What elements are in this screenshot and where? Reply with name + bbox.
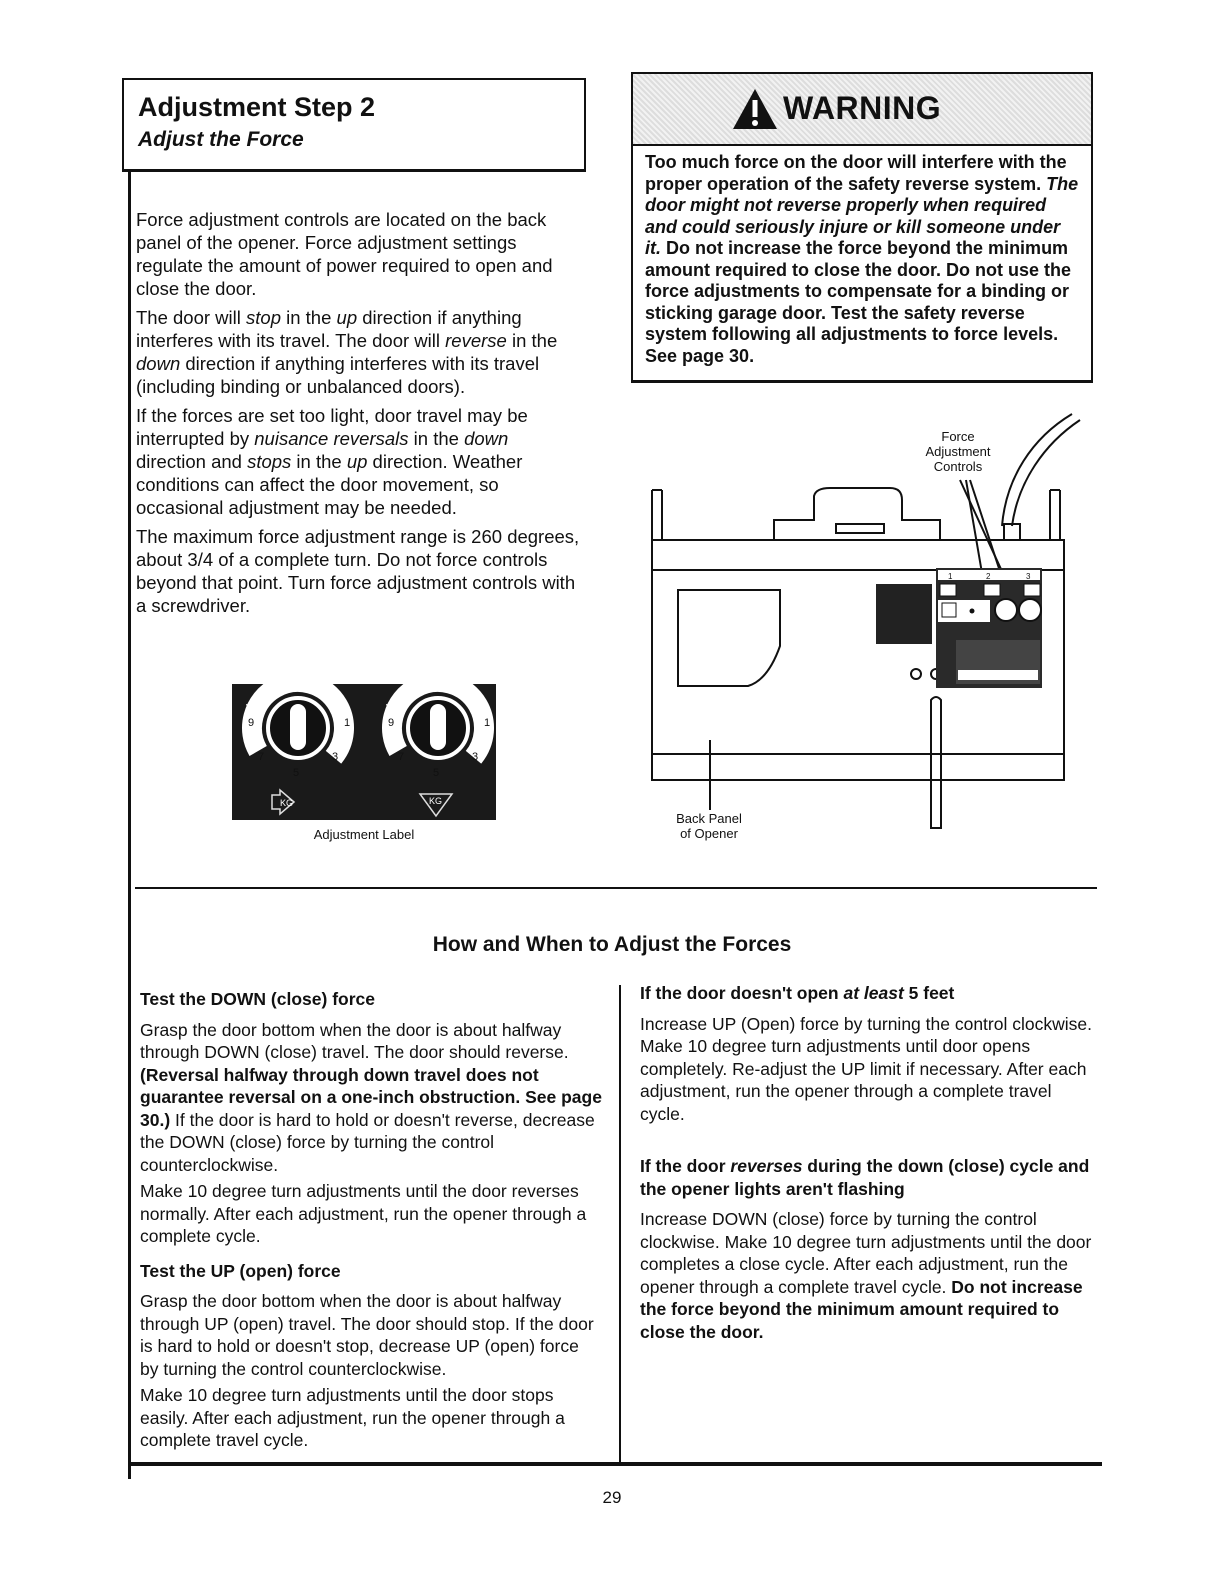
section-divider bbox=[135, 887, 1097, 889]
dial-left-5: 5 bbox=[293, 767, 300, 779]
adjustment-label-figure bbox=[232, 684, 496, 820]
kg-down-label: KG bbox=[429, 796, 443, 806]
right-column bbox=[640, 982, 1098, 1347]
intro-paragraph-1: Force adjustment controls are located on the back panel of the opener. Force adjustment settings regulate the amount of power required to open and close the door. bbox=[136, 209, 553, 299]
intro-paragraph-4: The maximum force adjustment range is 260 degrees, about 3/4 of a complete turn. Do not force controls beyond that point. Turn force adjustment controls with a screwdriver. bbox=[136, 526, 580, 616]
warning-word: WARNING bbox=[783, 90, 942, 126]
intro-text bbox=[136, 208, 581, 623]
door-reverses-heading: If the door reverses during the down (close) cycle and the opener lights aren't flashing bbox=[640, 1156, 1090, 1199]
kg-up-label: KG bbox=[280, 798, 294, 808]
opener-back-panel-diagram bbox=[640, 408, 1090, 848]
dial-right-9: 9 bbox=[388, 717, 395, 729]
column-divider bbox=[619, 985, 621, 1465]
down-force-paragraph-2: Make 10 degree turn adjustments until the door reverses normally. After each adjustment, run the opener through a complete cycle. bbox=[140, 1181, 587, 1246]
panel-num-2: 2 bbox=[986, 572, 991, 581]
force-controls-label: Force Adjustment Controls bbox=[925, 429, 991, 474]
force-control-left[interactable] bbox=[995, 599, 1017, 621]
intro-paragraph-3: If the forces are set too light, door travel may be interrupted by nuisance reversals in the down direction and stops in the up direction. Weather conditions can affect the door movement, so occasional adjustment may be needed. bbox=[136, 405, 528, 518]
down-force-heading: Test the DOWN (close) force bbox=[140, 989, 375, 1009]
header-rule bbox=[122, 169, 586, 172]
back-panel-label: Back Panel of Opener bbox=[676, 811, 742, 841]
up-force-paragraph-1: Grasp the door bottom when the door is about halfway through UP (open) travel. The door should stop. If the door is hard to hold or doesn't stop, decrease UP (open) force by turning the control counterclockwise. bbox=[140, 1291, 594, 1379]
dial-right-5: 5 bbox=[433, 767, 440, 779]
down-force-paragraph-1: Grasp the door bottom when the door is about halfway through DOWN (close) travel. The door should reverse. (Reversal halfway through down travel does not guarantee reversal on a one-inch obstruction. See page 30.) If the door is hard to hold or doesn't reverse, decrease the DOWN (close) force by turning the control counterclockwise. bbox=[140, 1019, 602, 1175]
warning-triangle-icon bbox=[732, 87, 778, 131]
up-force-paragraph-2: Make 10 degree turn adjustments until the door stops easily. After each adjustment, run the opener through a complete travel cycle. bbox=[140, 1385, 565, 1450]
dial-left-3: 3 bbox=[332, 751, 339, 763]
dial-right-7: 7 bbox=[398, 751, 405, 763]
intro-paragraph-2: The door will stop in the up direction if anything interferes with its travel. The door will reverse in the down direction if anything interferes with its travel (including binding or unbalanced doors). bbox=[136, 307, 558, 397]
up-force-heading: Test the UP (open) force bbox=[140, 1260, 341, 1281]
door-not-open-paragraph: Increase UP (Open) force by turning the control clockwise. Make 10 degree turn adjustments until door opens completely. Re-adjust the UP limit if necessary. After each adjustment, run the opener through a complete travel cycle. bbox=[640, 1013, 1092, 1124]
dial-left-1: 1 bbox=[344, 717, 351, 729]
adjustment-label-caption: Adjustment Label bbox=[313, 827, 415, 842]
door-reverses-paragraph: Increase DOWN (close) force by turning the control clockwise. Make 10 degree turn adjustments until the door completes a close cycle. After each adjustment, run the opener through a complete travel cycle. Do not increase the force beyond the minimum amount required to close the door. bbox=[640, 1209, 1092, 1342]
warning-header bbox=[633, 74, 1091, 146]
door-not-open-heading: If the door doesn't open at least 5 feet bbox=[640, 983, 955, 1003]
warning-box bbox=[631, 72, 1093, 383]
section-title: How and When to Adjust the Forces bbox=[432, 933, 792, 956]
dial-left-7: 7 bbox=[258, 751, 265, 763]
step-header-box bbox=[122, 78, 586, 172]
warning-text: Too much force on the door will interfere with the proper operation of the safety reverse system. The door might not reverse properly when required and could seriously injure or kill someone under it. Do not increase the force beyond the minimum amount required to close the door. Do not use the force adjustments to compensate for a binding or sticking garage door. Test the safety reverse system following all adjustments to force levels. See page 30. bbox=[645, 152, 1079, 366]
dial-right-3: 3 bbox=[472, 751, 479, 763]
force-dials-graphic bbox=[232, 684, 496, 820]
page-number: 29 bbox=[602, 1488, 622, 1507]
step-subtitle: Adjust the Force bbox=[138, 128, 304, 151]
left-margin-rule bbox=[128, 169, 131, 1479]
dial-right-1: 1 bbox=[484, 717, 491, 729]
bottom-rule bbox=[128, 1462, 1102, 1466]
panel-num-1: 1 bbox=[948, 572, 953, 581]
dial-left-9: 9 bbox=[248, 717, 255, 729]
back-panel-figure bbox=[640, 408, 1090, 848]
left-column bbox=[140, 988, 602, 1456]
force-control-right[interactable] bbox=[1019, 599, 1041, 621]
step-title: Adjustment Step 2 bbox=[138, 92, 376, 122]
panel-num-3: 3 bbox=[1026, 572, 1031, 581]
